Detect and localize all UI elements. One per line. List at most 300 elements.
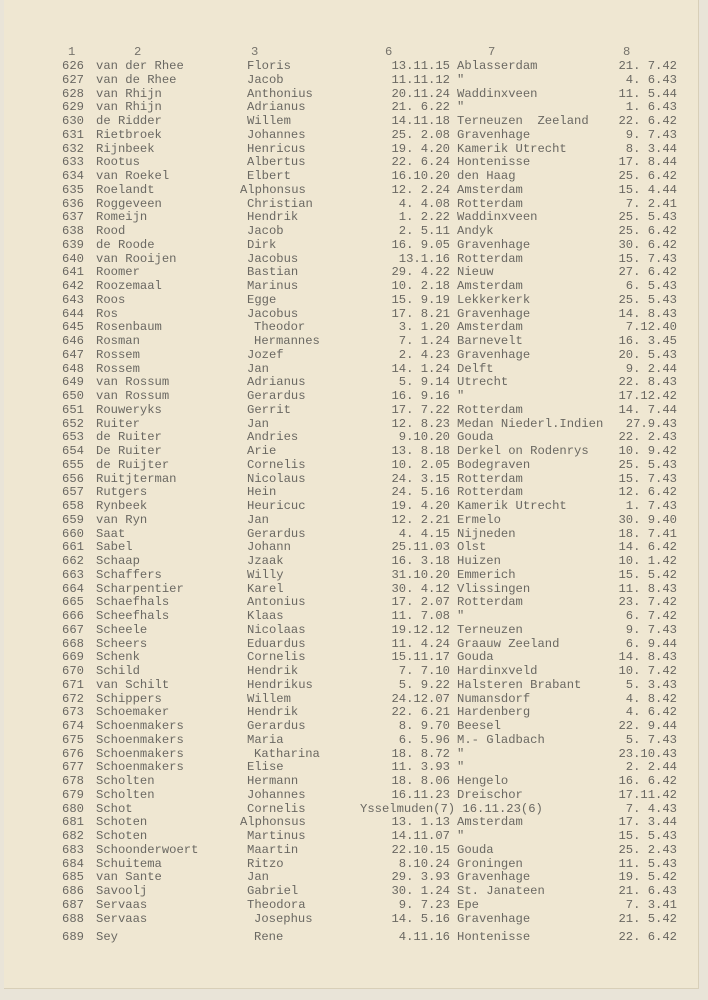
record-number: 676 <box>62 746 84 761</box>
surname: Schaffers <box>96 567 162 582</box>
record-number: 669 <box>62 650 84 665</box>
record-date: 25. 6.42 <box>618 224 677 238</box>
birth-place: " <box>457 389 465 403</box>
first-name: Martinus <box>247 829 306 843</box>
record-number: 642 <box>62 279 84 293</box>
birth-date: 7. 7.10 <box>398 664 450 678</box>
first-name: Gerrit <box>247 402 291 417</box>
surname: Roos <box>96 292 126 307</box>
surname: van Roekel <box>96 169 170 183</box>
record-number: 629 <box>62 100 84 115</box>
record-number: 688 <box>62 911 84 926</box>
birth-date: 11. 7.08 <box>391 609 450 623</box>
surname: van Rossum <box>96 389 170 403</box>
record-number: 638 <box>62 224 84 238</box>
record-date: 27.9.43 <box>625 416 677 431</box>
record-date: 8. 3.44 <box>625 141 677 156</box>
birth-place: " <box>457 829 465 843</box>
record-date: 16. 6.42 <box>618 774 677 788</box>
first-name: Johannes <box>247 127 306 142</box>
birth-place: Dreischor <box>457 787 523 802</box>
surname: Schoemaker <box>96 705 170 720</box>
birth-place: Gouda <box>457 650 494 665</box>
birth-place: M.- Gladbach <box>457 732 545 747</box>
first-name: Marinus <box>247 279 299 293</box>
surname: Ruiter <box>96 416 140 431</box>
birth-date: 3. 1.20 <box>398 320 450 335</box>
record-date: 25. 5.43 <box>618 457 677 472</box>
record-date: 2. 2.44 <box>625 760 677 775</box>
record-date: 23. 7.42 <box>618 595 677 610</box>
birth-date: 12. 2.24 <box>391 182 450 197</box>
surname: de Roode <box>96 237 155 252</box>
surname: Roggeveen <box>96 196 162 211</box>
surname: van Schilt <box>96 677 170 692</box>
birth-place: Gravenhage <box>457 306 531 321</box>
record-date: 14. 8.43 <box>618 650 677 665</box>
record-date: 7. 4.43 <box>625 801 677 816</box>
first-name: Cornelis <box>247 650 306 665</box>
first-name: Jan <box>247 361 269 376</box>
birth-place: Rotterdam <box>457 251 523 266</box>
birth-place: Rotterdam <box>457 595 523 610</box>
surname: Romeijn <box>96 210 148 225</box>
record-date: 1. 6.43 <box>625 100 677 115</box>
first-name: Elise <box>247 760 284 775</box>
record-date: 12. 6.42 <box>618 485 677 500</box>
record-number: 686 <box>62 884 84 898</box>
record-date: 22. 6.42 <box>618 114 677 128</box>
record-number: 672 <box>62 691 84 706</box>
birth-date: 16. 9.16 <box>391 389 450 403</box>
surname: Servaas <box>96 911 148 926</box>
record-number: 644 <box>62 306 84 321</box>
first-name: Adrianus <box>247 375 306 390</box>
first-name: Egge <box>247 292 277 307</box>
record-number: 670 <box>62 664 84 678</box>
birth-date: 18. 8.72 <box>391 746 450 761</box>
birth-place: St. Janateen <box>457 884 545 898</box>
first-name: Jzaak <box>247 554 284 568</box>
record-number: 677 <box>62 760 84 775</box>
birth-date: 16. 3.18 <box>391 554 450 568</box>
birth-date: 29. 3.93 <box>391 870 450 885</box>
birth-date: 14. 1.24 <box>391 361 450 376</box>
surname: Sabel <box>96 540 133 555</box>
birth-date: 8.10.24 <box>398 856 450 871</box>
surname: De Ruiter <box>96 444 162 458</box>
birth-place: " <box>457 609 465 623</box>
record-number: 645 <box>62 320 84 335</box>
first-name: Jacobus <box>247 251 299 266</box>
birth-place: Andyk <box>457 224 494 238</box>
record-date: 22. 6.42 <box>618 930 677 945</box>
birth-place: Hardenberg <box>457 705 531 720</box>
record-number: 663 <box>62 567 84 582</box>
birth-date: 15.11.17 <box>391 650 450 665</box>
column-header-1: 1 <box>68 45 76 59</box>
birth-date: 31.10.20 <box>391 567 450 582</box>
birth-place: Kamerik Utrecht <box>457 499 567 513</box>
record-number: 678 <box>62 774 84 788</box>
record-date: 15. 7.43 <box>618 251 677 266</box>
record-number: 684 <box>62 856 84 871</box>
record-number: 631 <box>62 127 84 142</box>
surname: van der Rhee <box>96 59 184 73</box>
record-number: 685 <box>62 870 84 885</box>
record-date: 27. 6.42 <box>618 265 677 280</box>
birth-place: Nieuw <box>457 265 494 280</box>
first-name: Karel <box>247 581 284 596</box>
record-date: 5. 3.43 <box>625 677 677 692</box>
birth-place: Gravenhage <box>457 911 531 926</box>
record-date: 14. 6.42 <box>618 540 677 555</box>
first-name: Bastian <box>247 265 299 280</box>
surname: Savoolj <box>96 884 148 898</box>
birth-place: " <box>457 72 465 87</box>
first-name: Antonius <box>247 595 306 610</box>
birth-date: 14.11.07 <box>391 829 450 843</box>
birth-place: Rotterdam <box>457 485 523 500</box>
birth-place: Terneuzen <box>457 622 523 637</box>
record-number: 689 <box>62 930 84 945</box>
birth-place: Beesel <box>457 719 501 733</box>
birth-place: Emmerich <box>457 567 516 582</box>
birth-place: Kamerik Utrecht <box>457 141 567 156</box>
record-date: 30. 6.42 <box>618 237 677 252</box>
record-date: 6. 9.44 <box>625 636 677 651</box>
record-date: 20. 5.43 <box>618 347 677 362</box>
birth-place: Rotterdam <box>457 471 523 486</box>
first-name: Anthonius <box>247 86 313 101</box>
birth-date: 17. 8.21 <box>391 306 450 321</box>
birth-place: Gravenhage <box>457 870 531 885</box>
birth-date: 22. 6.21 <box>391 705 450 720</box>
record-date: 30. 9.40 <box>618 512 677 527</box>
record-date: 15. 7.43 <box>618 471 677 486</box>
surname: van Rhijn <box>96 100 162 115</box>
birth-place: Utrecht <box>457 375 509 390</box>
record-date: 25. 5.43 <box>618 210 677 225</box>
birth-date: 5. 9.22 <box>398 677 450 692</box>
record-date: 17.12.42 <box>618 389 677 403</box>
first-name: Andries <box>247 430 299 445</box>
surname: Schoenmakers <box>96 732 184 747</box>
record-number: 656 <box>62 471 84 486</box>
record-number: 649 <box>62 375 84 390</box>
birth-date: 22. 6.24 <box>391 155 450 170</box>
record-date: 5. 7.43 <box>625 732 677 747</box>
first-name: Jacobus <box>247 306 299 321</box>
record-number: 643 <box>62 292 84 307</box>
first-name: Gabriel <box>247 884 299 898</box>
record-number: 668 <box>62 636 84 651</box>
record-number: 637 <box>62 210 84 225</box>
record-number: 679 <box>62 787 84 802</box>
record-date: 11. 8.43 <box>618 581 677 596</box>
surname: Rietbroek <box>96 127 162 142</box>
record-date: 14. 7.44 <box>618 402 677 417</box>
birth-place: Amsterdam <box>457 279 523 293</box>
record-number: 681 <box>62 815 84 830</box>
first-name: Hendrik <box>247 210 299 225</box>
birth-date: 24.12.07 <box>391 691 450 706</box>
record-date: 25. 5.43 <box>618 292 677 307</box>
surname: Rutgers <box>96 485 148 500</box>
birth-place: Ermelo <box>457 512 501 527</box>
record-number: 628 <box>62 86 84 101</box>
first-name: Cornelis <box>247 801 306 816</box>
column-header-7: 7 <box>488 45 496 59</box>
record-number: 683 <box>62 842 84 857</box>
record-number: 654 <box>62 444 84 458</box>
first-name: Gerardus <box>247 389 306 403</box>
first-name: Klaas <box>247 609 284 623</box>
record-number: 687 <box>62 897 84 912</box>
birth-place: Graauw Zeeland <box>457 636 560 651</box>
birth-place: Gouda <box>457 842 494 857</box>
surname: Roelandt <box>96 182 155 197</box>
first-name: Elbert <box>247 169 291 183</box>
first-name: Jan <box>247 870 269 885</box>
first-name: Adrianus <box>247 100 306 115</box>
surname: Schot <box>96 801 133 816</box>
birth-date: 9.10.20 <box>398 430 450 445</box>
record-date: 7.12.40 <box>625 320 677 335</box>
surname: Scheefhals <box>96 609 170 623</box>
birth-place: Hontenisse <box>457 930 531 945</box>
record-date: 16. 3.45 <box>618 334 677 348</box>
birth-date: 18. 8.06 <box>391 774 450 788</box>
record-date: 11. 5.43 <box>618 856 677 871</box>
surname: Servaas <box>96 897 148 912</box>
record-date: 11. 5.44 <box>618 86 677 101</box>
record-number: 666 <box>62 609 84 623</box>
column-header-3: 3 <box>251 45 259 59</box>
record-date: 9. 2.44 <box>625 361 677 376</box>
birth-date: 11.11.12 <box>391 72 450 87</box>
record-date: 18. 7.41 <box>618 526 677 541</box>
birth-date: 2. 5.11 <box>398 224 450 238</box>
birth-place: Nijneden <box>457 526 516 541</box>
first-name: Katharina <box>254 746 320 761</box>
first-name: Arie <box>247 444 277 458</box>
birth-date: 30. 1.24 <box>391 884 450 898</box>
surname: van Rhijn <box>96 86 162 101</box>
birth-date: 13. 8.18 <box>391 444 450 458</box>
first-name: Willem <box>247 691 291 706</box>
record-number: 626 <box>62 59 84 73</box>
birth-place: Huizen <box>457 554 501 568</box>
record-number: 671 <box>62 677 84 692</box>
record-number: 664 <box>62 581 84 596</box>
record-date: 14. 8.43 <box>618 306 677 321</box>
record-date: 10. 7.42 <box>618 664 677 678</box>
birth-date: 1. 2.22 <box>398 210 450 225</box>
record-number: 650 <box>62 389 84 403</box>
birth-place: Delft <box>457 361 494 376</box>
first-name: Josephus <box>254 911 313 926</box>
birth-place: Hengelo <box>457 774 509 788</box>
record-date: 1. 7.43 <box>625 499 677 513</box>
birth-place: Bodegraven <box>457 457 531 472</box>
surname: Sey <box>96 930 118 945</box>
record-number: 659 <box>62 512 84 527</box>
first-name: Theodora <box>247 897 306 912</box>
record-date: 15. 5.43 <box>618 829 677 843</box>
birth-place: Ablasserdam <box>457 59 538 73</box>
surname: Scholten <box>96 787 155 802</box>
birth-place: Terneuzen Zeeland <box>457 114 589 128</box>
record-number: 657 <box>62 485 84 500</box>
record-date: 21. 6.43 <box>618 884 677 898</box>
birth-date: 8. 9.70 <box>398 719 450 733</box>
first-name: Hein <box>247 485 277 500</box>
birth-date: 9. 7.23 <box>398 897 450 912</box>
record-date: 19. 5.42 <box>618 870 677 885</box>
birth-place: Lekkerkerk <box>457 292 531 307</box>
first-name: Jacob <box>247 224 284 238</box>
first-name: Christian <box>247 196 313 211</box>
record-number: 636 <box>62 196 84 211</box>
first-name: Hendrikus <box>247 677 313 692</box>
surname: Schoonderwoert <box>96 842 199 857</box>
birth-date: 7. 1.24 <box>398 334 450 348</box>
birth-date: 10. 2.18 <box>391 279 450 293</box>
record-number: 662 <box>62 554 84 568</box>
birth-place: Gouda <box>457 430 494 445</box>
birth-date: 19.12.12 <box>391 622 450 637</box>
birth-date: 2. 4.23 <box>398 347 450 362</box>
first-name: Hendrik <box>247 705 299 720</box>
record-number: 653 <box>62 430 84 445</box>
record-date: 15. 5.42 <box>618 567 677 582</box>
record-date: 17.11.42 <box>618 787 677 802</box>
surname: Scheers <box>96 636 148 651</box>
first-name: Gerardus <box>247 526 306 541</box>
surname: Rossem <box>96 347 140 362</box>
first-name: Nicolaus <box>247 471 306 486</box>
first-name: Nicolaas <box>247 622 306 637</box>
record-number: 632 <box>62 141 84 156</box>
surname: Rosman <box>96 334 140 348</box>
birth-place: Medan Niederl.Indien <box>457 416 604 431</box>
surname: Rossem <box>96 361 140 376</box>
birth-place: Derkel on Rodenrys <box>457 444 589 458</box>
record-date: 10. 1.42 <box>618 554 677 568</box>
record-date: 22. 2.43 <box>618 430 677 445</box>
record-number: 627 <box>62 72 84 87</box>
birth-date: 11. 4.24 <box>391 636 450 651</box>
first-name: Willem <box>247 114 291 128</box>
record-number: 658 <box>62 499 84 513</box>
birth-place: Hontenisse <box>457 155 531 170</box>
first-name: Willy <box>247 567 284 582</box>
birth-place: Numansdorf <box>457 691 531 706</box>
birth-date: 13.11.15 <box>391 59 450 73</box>
birth-date: 4. 4.08 <box>398 196 450 211</box>
record-number: 674 <box>62 719 84 733</box>
birth-date: 21. 6.22 <box>391 100 450 115</box>
first-name: Alphonsus <box>240 815 306 830</box>
record-number: 646 <box>62 334 84 348</box>
column-header-2: 2 <box>134 45 142 59</box>
surname: Schaefhals <box>96 595 170 610</box>
first-name: Cornelis <box>247 457 306 472</box>
birth-date: 17. 7.22 <box>391 402 450 417</box>
birth-place: " <box>457 100 465 115</box>
birth-place: Gravenhage <box>457 237 531 252</box>
typewritten-list-page <box>4 0 699 989</box>
record-number: 640 <box>62 251 84 266</box>
surname: Schippers <box>96 691 162 706</box>
birth-date: 22.10.15 <box>391 842 450 857</box>
first-name: Jacob <box>247 72 284 87</box>
birth-place: Groningen <box>457 856 523 871</box>
birth-date: 25. 2.08 <box>391 127 450 142</box>
record-date: 6. 7.42 <box>625 609 677 623</box>
first-name: Jozef <box>247 347 284 362</box>
surname: Roomer <box>96 265 140 280</box>
first-name: Hermann <box>247 774 299 788</box>
birth-place: Rotterdam <box>457 402 523 417</box>
surname: Schoenmakers <box>96 746 184 761</box>
record-date: 6. 5.43 <box>625 279 677 293</box>
column-header-8: 8 <box>623 45 631 59</box>
birth-date: 10. 2.05 <box>391 457 450 472</box>
record-date: 25. 6.42 <box>618 169 677 183</box>
birth-date: 29. 4.22 <box>391 265 450 280</box>
record-number: 667 <box>62 622 84 637</box>
birth-place: Olst <box>457 540 487 555</box>
birth-date: 17. 2.07 <box>391 595 450 610</box>
record-date: 21. 7.42 <box>618 59 677 73</box>
birth-place: Halsteren Brabant <box>457 677 582 692</box>
surname: de Ridder <box>96 114 162 128</box>
surname: Scheele <box>96 622 148 637</box>
first-name: Rene <box>254 930 284 945</box>
birth-date: 5. 9.14 <box>398 375 450 390</box>
record-date: 4. 6.42 <box>625 705 677 720</box>
surname: Schoenmakers <box>96 760 184 775</box>
birth-date: 4.11.16 <box>398 930 450 945</box>
first-name: Eduardus <box>247 636 306 651</box>
birth-date: 20.11.24 <box>391 86 450 101</box>
birth-place: Amsterdam <box>457 320 523 335</box>
record-date: 7. 2.41 <box>625 196 677 211</box>
first-name: Jan <box>247 416 269 431</box>
birth-date: 4. 4.15 <box>398 526 450 541</box>
birth-date: 14. 5.16 <box>391 911 450 926</box>
birth-place: Waddinxveen <box>457 210 538 225</box>
birth-date: 11. 3.93 <box>391 760 450 775</box>
surname: Schuitema <box>96 856 162 871</box>
surname: van Sante <box>96 870 162 885</box>
surname: Scholten <box>96 774 155 788</box>
surname: van Ryn <box>96 512 148 527</box>
record-number: 661 <box>62 540 84 555</box>
record-date: 25. 2.43 <box>618 842 677 857</box>
birth-date: 19. 4.20 <box>391 499 450 513</box>
birth-place: " <box>457 746 465 761</box>
first-name: Johann <box>247 540 291 555</box>
surname: Rootus <box>96 155 140 170</box>
birth-place: Hardinxveld <box>457 664 538 678</box>
record-date: 22. 8.43 <box>618 375 677 390</box>
record-date: 23.10.43 <box>618 746 677 761</box>
surname: Rynbeek <box>96 499 148 513</box>
record-date: 17. 3.44 <box>618 815 677 830</box>
